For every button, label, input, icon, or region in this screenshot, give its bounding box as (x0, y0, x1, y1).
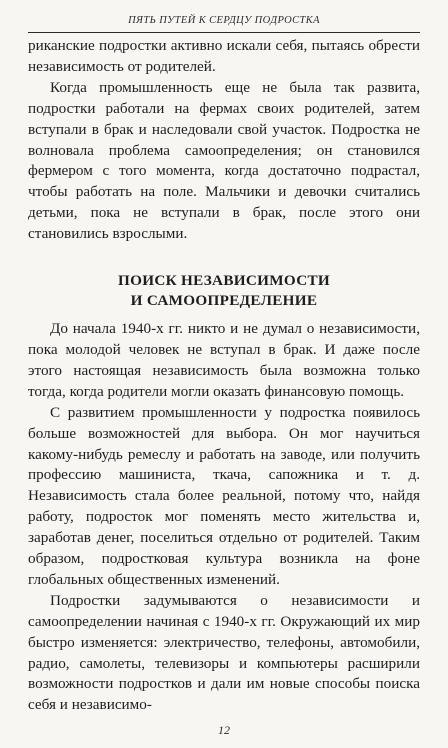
section-heading-line-1: ПОИСК НЕЗАВИСИМОСТИ (118, 272, 330, 290)
section-heading-line-2: И САМООПРЕДЕЛЕНИЕ (130, 292, 318, 310)
running-header: ПЯТЬ ПУТЕЙ К СЕРДЦУ ПОДРОСТКА (28, 10, 420, 33)
paragraph-continuation: риканские подростки активно искали себя, пытаясь обрести независимость от родителей. (28, 37, 420, 75)
paragraph-before-1940s: До начала 1940-х гг. никто и не думал о независимости, пока молодой человек не вступал в брак. И даже после этого настоящая независимость была возможна только тогда, когда родители могли оказать финансовую помощь. (28, 320, 420, 400)
section-heading (28, 271, 420, 311)
paragraph-since-1940s: Подростки задумываются о независимости и самоопределении начиная с 1940-х гг. Окружающий их мир быстро изменяется: электричество, телефоны, автомобили, радио, самолеты, телевизоры и компьютеры расширили возможности подростков и дали им новые способы поиска себя и независимо- (28, 591, 420, 714)
page-number: 12 (218, 723, 230, 737)
page-body (28, 36, 420, 716)
paragraph-industry-development: С развитием промышленности у подростка появилось больше возможностей для выбора. Он мог научиться какому-нибудь ремеслу и работать на заводе, или получить профессию машиниста, ткача, сапожника и т. д. Независимость стала более реальной, потому что, найдя работу, подросток мог поменять место жительства и, заработав денег, поселиться отдельно от родителей. Таким образом, подростковая культура возникла на фоне глобальных общественных изменений. (28, 403, 420, 588)
paragraph-industry: Когда промышленность еще не была так развита, подростки работали на фермах своих родителей, затем вступали в брак и наследовали свой участок. Подростка не волновала проблема самоопределения; он становился фермером с того момента, когда достаточно подрастал, чтобы работать на поле. Мальчики и девочки считались детьми, пока не вступали в брак, после этого они становились взрослыми. (28, 78, 420, 243)
